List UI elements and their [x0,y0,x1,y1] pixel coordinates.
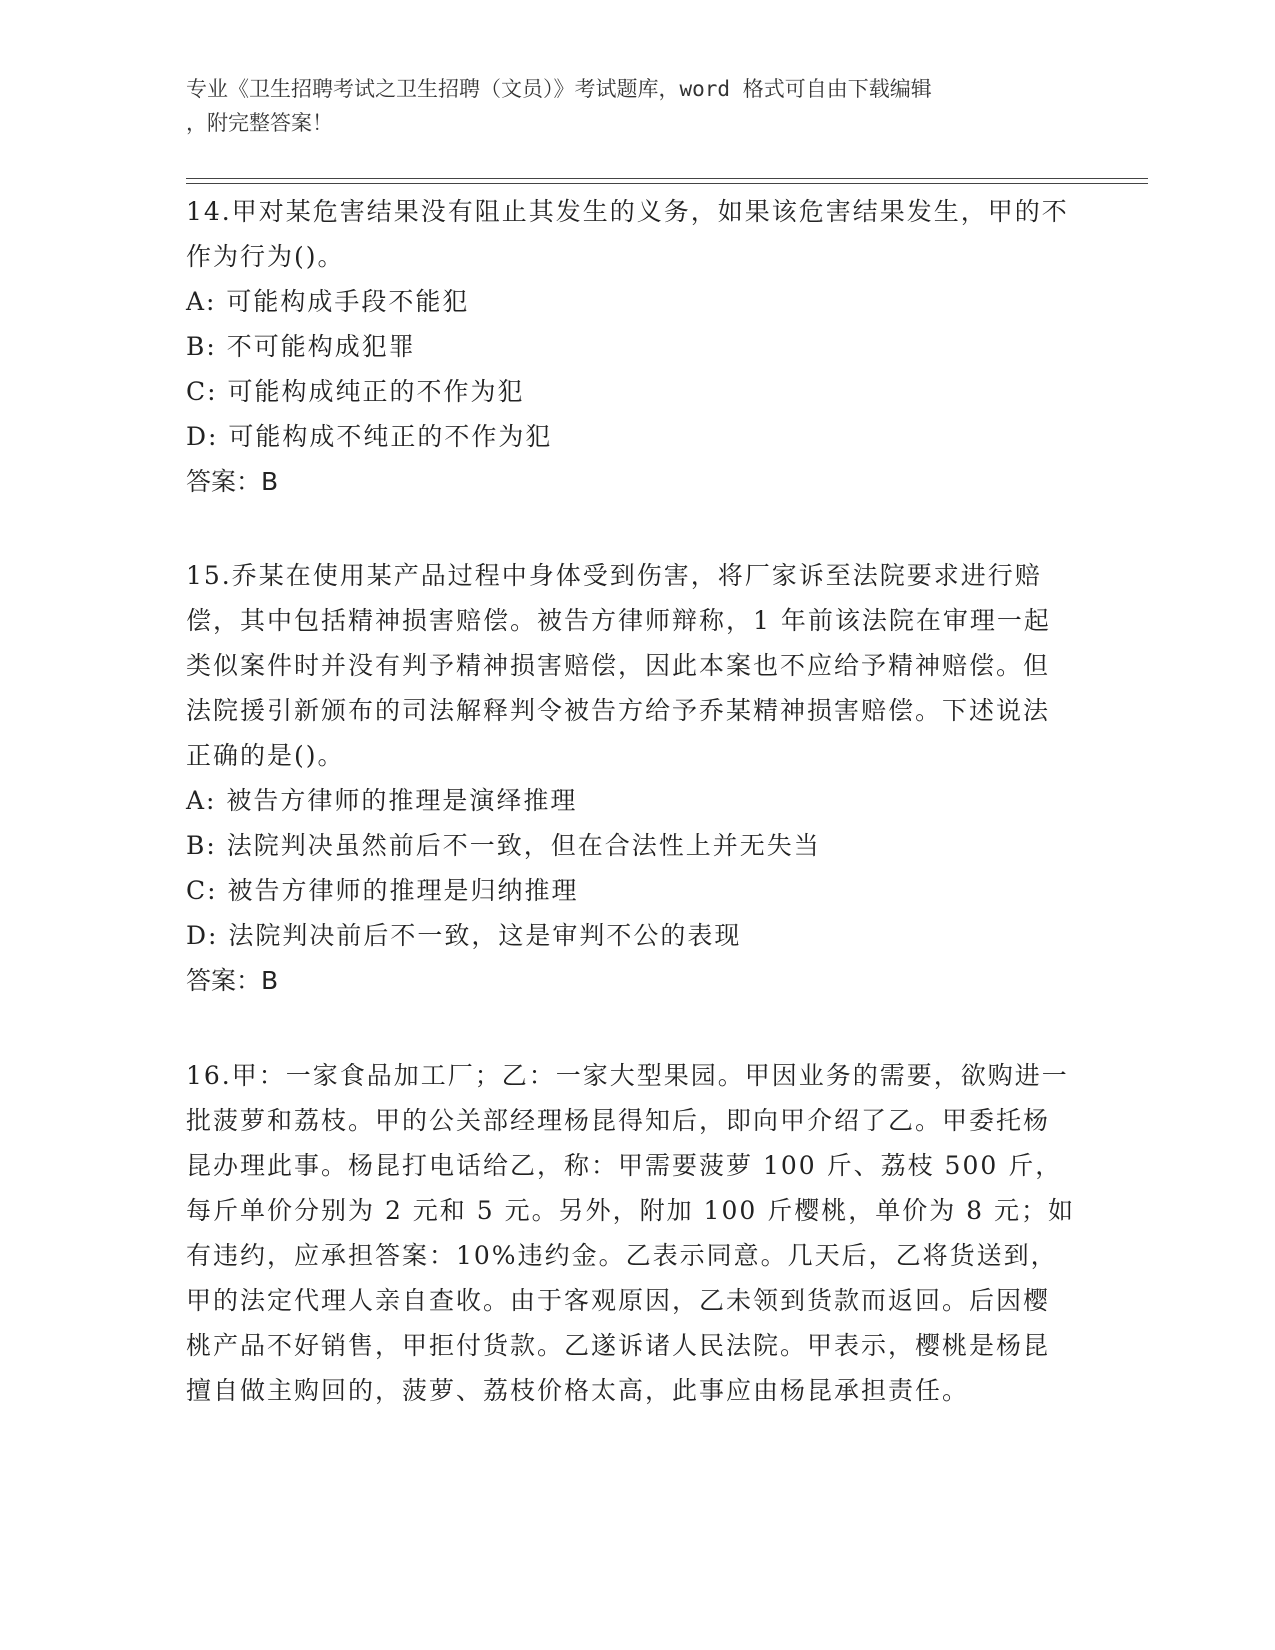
header-divider-bottom [186,183,1148,184]
question-stem: 16.甲：一家食品加工厂；乙：一家大型果园。甲因业务的需要，欲购进一批菠萝和荔枝。甲的公关部经理杨昆得知后，即向甲介绍了乙。甲委托杨昆办理此事。杨昆打电话给乙，称：甲需要菠萝 100 斤、荔枝 500 斤，每斤单价分别为 2 元和 5 元。另外，附加 100 斤樱桃，单价为 8 元；如有违约，应承担答案：10%违约金。乙表示同意。几天后，乙将货送到，甲的法定代理人亲自查收。由于客观原因，乙未领到货款而返回。后因樱桃产品不好销售，甲拒付货款。乙遂诉诸人民法院。甲表示，樱桃是杨昆擅自做主购回的，菠萝、荔枝价格太高，此事应由杨昆承担责任。 [186,1061,1076,1405]
header-divider-top [186,178,1148,179]
header-line-1: 专业《卫生招聘考试之卫生招聘（文员）》考试题库，word 格式可自由下载编辑 [186,77,932,101]
question-14 [186,189,1076,504]
option-b: B: 不可能构成犯罪 [186,332,416,361]
question-stem: 15.乔某在使用某产品过程中身体受到伤害，将厂家诉至法院要求进行赔偿，其中包括精神损害赔偿。被告方律师辩称，1 年前该法院在审理一起类似案件时并没有判予精神损害赔偿，因此本案也不应给予精神赔偿。但法院援引新颁布的司法解释判令被告方给予乔某精神损害赔偿。下述说法正确的是()。 [186,561,1051,770]
option-d: D: 可能构成不纯正的不作为犯 [186,422,553,451]
option-c: C: 被告方律师的推理是归纳推理 [186,876,579,905]
answer: 答案：B [186,467,279,496]
question-16 [186,1053,1076,1413]
question-stem: 14.甲对某危害结果没有阻止其发生的义务，如果该危害结果发生，甲的不作为行为()。 [186,197,1069,271]
option-d: D: 法院判决前后不一致，这是审判不公的表现 [186,921,742,950]
option-a: A: 可能构成手段不能犯 [186,287,470,316]
option-b: B: 法院判决虽然前后不一致，但在合法性上并无失当 [186,831,821,860]
header-line-2: ，附完整答案！ [186,111,333,135]
answer: 答案：B [186,966,279,995]
option-c: C: 可能构成纯正的不作为犯 [186,377,525,406]
option-a: A: 被告方律师的推理是演绎推理 [186,786,578,815]
question-15 [186,553,1076,1003]
page-header [186,72,1066,140]
